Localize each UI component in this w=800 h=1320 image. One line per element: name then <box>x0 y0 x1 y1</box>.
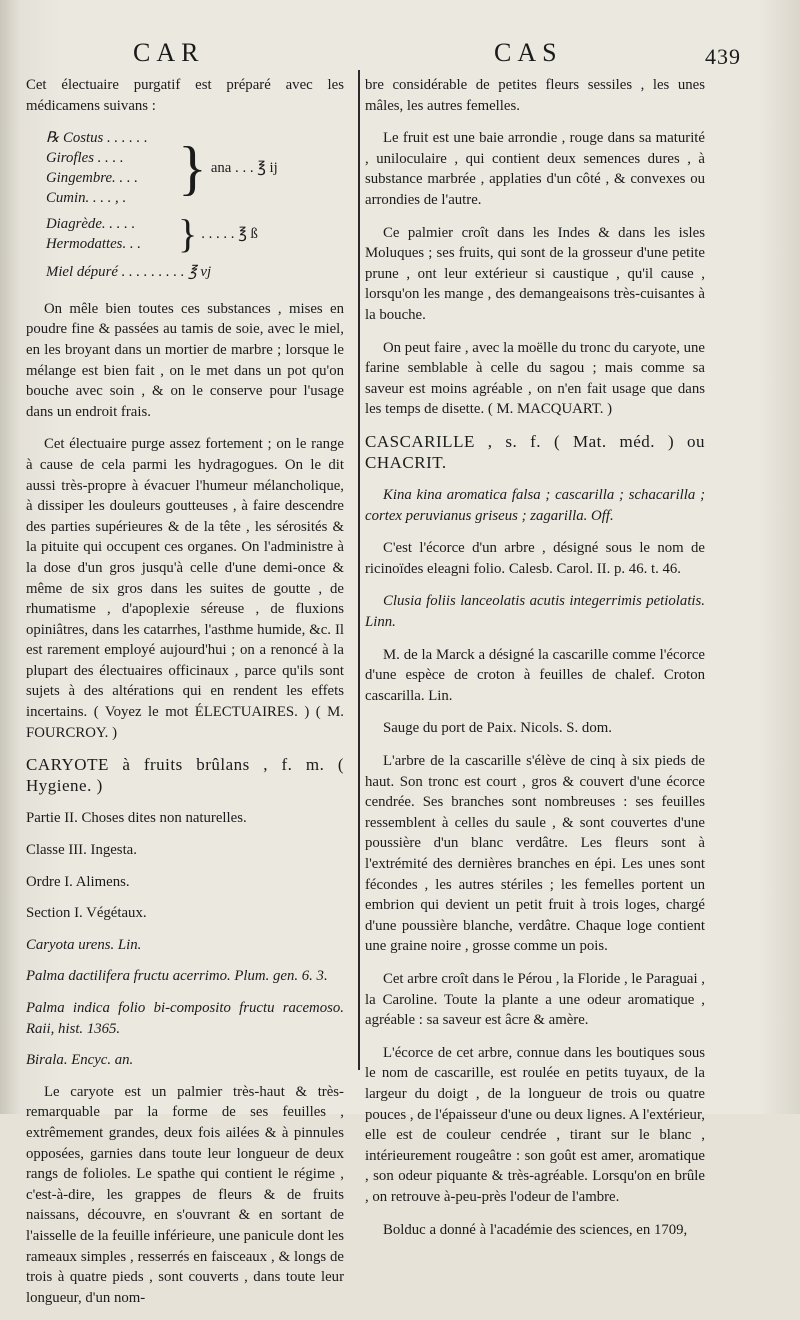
classification-line: Classe III. Ingesta. <box>26 842 137 859</box>
recipe-item: Diagrède. . . . . <box>46 216 136 233</box>
paragraph: bre considérable de petites fleurs sessiles , les unes mâles, les autres femelles. <box>365 77 705 114</box>
botanical-name: Palma dactilifera fructu acerrimo. Plum. gen. 6. 3. <box>26 968 328 985</box>
synonym-line: Clusia foliis lanceolatis acutis integerrimis petiolatis. Linn. <box>365 593 705 631</box>
left-column <box>26 75 344 1320</box>
recipe-dose: ana . . . ℥ ij <box>210 159 278 176</box>
synonym-line: M. de la Marck a désigné la cascarille comme l'écorce d'une espèce de croton à feuilles de chalef. Croton cascarilla. Lin. <box>365 646 705 704</box>
entry-heading: CARYOTE à fruits brûlans , f. m. ( Hygiene. ) <box>26 755 344 795</box>
brace-icon: } <box>178 211 198 257</box>
running-head-left: CAR <box>133 38 205 67</box>
recipe-item: Gingembre. . . . <box>46 170 138 187</box>
paragraph: Le caryote est un palmier très-haut & très-remarquable par la forme de ses feuilles , extrêmement grandes, deux fois ailées & à pinnules opposées, garnies dans toute leur longueur de deux rangs de folioles. Le spathe qui contient le régime , c'est-à-dire, les grappes de fleurs & de fruits naissans, découvre, en s'ouvrant & en sortant de l'aisselle de la feuille inférieure, une panicule dont les rameaux simples , resserrés en faisceaux , & longs de trois à quatre pieds , sont couverts , dans toute leur longueur, d'un nom- <box>26 1083 344 1306</box>
column-divider <box>358 70 360 1070</box>
paragraph: L'écorce de cet arbre, connue dans les boutiques sous le nom de cascarille, est roulée en petits tuyaux, de la largeur du doigt , de la longueur de trois ou quatre pouces , de l'épaisseur d'une ou deux lignes. A l'extérieur, elle est de couleur cendrée , tirant sur le blanc , intérieurement rougeâtre : son goût est amer, aromatique , son odeur piquante & très-agréable. Lorsqu'on en brûle , on retrouve à-peu-près l'odeur de l'ambre. <box>365 1044 705 1205</box>
paragraph: L'arbre de la cascarille s'élève de cinq à six pieds de haut. Son tronc est court , gros & couvert d'une écorce cendrée. Ses branches sont nombreuses : ses feuilles ressemblent à celles du saule , & sont couvertes d'une poussière d'un blanc verdâtre. Les fleurs sont à l'extrémité des dernières branches en épi. Les unes sont fécondes , les autres stériles ; les femelles portent un embrion qui devient un petit fruit à trois loges, chargé d'une poussière blanche, verdâtre. Chaque loge contient une graine noire , grosse comme un pois. <box>365 753 705 955</box>
recipe-dose: . . . . . ℥ ß <box>201 225 258 242</box>
paragraph: On mêle bien toutes ces substances , mises en poudre fine & passées au tamis de soie, avec le miel, en les broyant dans un mortier de marbre ; lorsque le mélange est bien fait , on le met dans un pot qu'on bouche avec soin , & on le conserve pour l'usage dans un endroit frais. <box>26 300 344 420</box>
paragraph: Le fruit est une baie arrondie , rouge dans sa maturité , uniloculaire , qui contient deux semences dures , à substance marbrée , applaties d'un côté , & convexes ou arrondies de l'autre. <box>365 130 705 208</box>
brace-icon: } <box>178 135 207 202</box>
page-number: 439 <box>705 44 741 69</box>
botanical-name: Palma indica folio bi-composito fructu racemoso. Raii, hist. 1365. <box>26 1000 344 1037</box>
classification-line: Partie II. Choses dites non naturelles. <box>26 810 247 827</box>
recipe-line: Miel dépuré . . . . . . . . . ℥ vj <box>46 264 212 281</box>
recipe-group-2 <box>46 211 344 257</box>
recipe-item: Hermodattes. . . <box>46 236 141 253</box>
botanical-name: Birala. Encyc. an. <box>26 1052 134 1069</box>
recipe-item: Girofles . . . . <box>46 150 124 167</box>
paragraph: Ce palmier croît dans les Indes & dans les isles Moluques ; ses fruits, qui sont de la grosseur d'une petite prune , ont leur extérieur si caustique , qu'il cause , lorsqu'on les mange , des demangeaisons très-cuisantes à la bouche. <box>365 224 705 323</box>
paragraph: Cet électuaire purge assez fortement ; on le range à cause de cela parmi les hydragogues. On le dit aussi très-propre à évacuer l'humeur mélancholique, à dissiper les douleurs goutteuses , à faire descendre des parties supérieures & de la tête , les sérosités & la pituite qui occupent ces organes. On l'administre à la dose d'un gros jusqu'à celle d'une demi-once & même de six gros dans les suites de goutte , de rhumatisme , d'apoplexie séreuse , de fluxions opiniâtres, dans les catarrhes, l'asthme humide, &c. Il est rarement employé aujourd'hui ; on a renoncé à la plupart des électuaires officinaux , parce qu'ils sont sujets à des altérations qui en rendent les effets incertains. ( Voyez le mot ÉLECTUAIRES. ) ( M. FOURCROY. ) <box>26 436 344 741</box>
right-column <box>365 75 705 1252</box>
paragraph: On peut faire , avec la moëlle du tronc du caryote, une farine semblable à celle du sagou ; mais comme sa saveur est moins agréable , on n'en fait usage que dans les temps de disette. ( M. MACQUART. ) <box>365 339 705 418</box>
classification-line: Ordre I. Alimens. <box>26 873 130 890</box>
recipe-item: ℞ Costus . . . . . . <box>46 130 148 147</box>
synonym-line: Kina kina aromatica falsa ; cascarilla ; schacarilla ; cortex peruvianus griseus ; zagarilla. Off. <box>365 487 705 524</box>
entry-heading: CASCARILLE , s. f. ( Mat. méd. ) ou CHACRIT. <box>365 431 705 472</box>
paragraph: Cet arbre croît dans le Pérou , la Floride , le Paraguai , la Caroline. Toute la plante a une odeur aromatique , agréable : sa saveur est âcre & amère. <box>365 970 705 1029</box>
recipe-intro: Cet électuaire purgatif est préparé avec les médicamens suivans : <box>26 77 344 114</box>
synonym-line: C'est l'écorce d'un arbre , désigné sous le nom de ricinoïdes eleagni folio. Calesb. Carol. II. p. 46. t. 46. <box>365 540 705 577</box>
recipe-group-1 <box>46 128 344 208</box>
botanical-name: Caryota urens. Lin. <box>26 936 142 953</box>
recipe-item: Cumin. . . . , . <box>46 190 127 207</box>
synonym-line: Sauge du port de Paix. Nicols. S. dom. <box>383 720 612 737</box>
classification-line: Section I. Végétaux. <box>26 905 147 922</box>
running-head-center: CAS <box>494 38 563 67</box>
paragraph: Bolduc a donné à l'académie des sciences, en 1709, <box>383 1221 688 1238</box>
